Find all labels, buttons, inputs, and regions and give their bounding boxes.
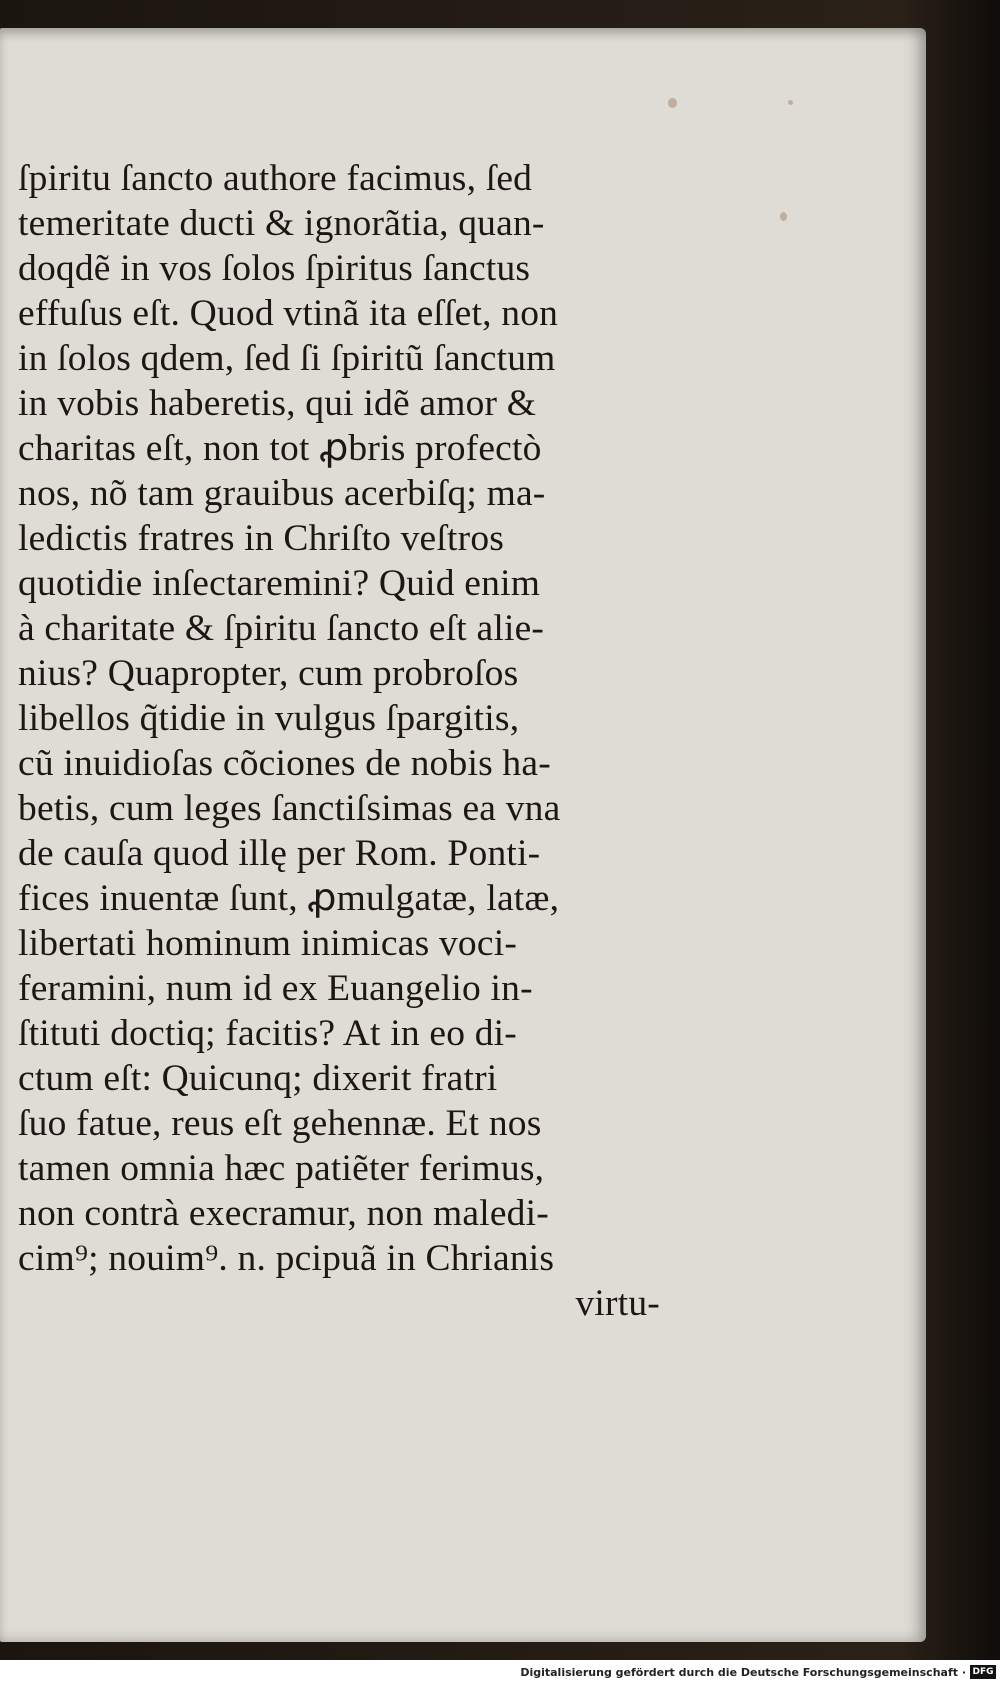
text-line: nius? Quapropter, cum probroſos	[18, 653, 519, 694]
text-line: betis, cum leges ſanctiſsimas ea vna	[18, 788, 561, 829]
text-line: charitas eſt, non tot ꝓbris profectò	[18, 428, 542, 469]
page-text	[18, 156, 668, 1326]
text-line: ſtituti doctiq; facitis? At in eo di-	[18, 1013, 517, 1054]
text-line: à charitate & ſpiritu ſancto eſt alie-	[18, 608, 545, 649]
text-line: libellos q̃tidie in vulgus ſpargitis,	[18, 698, 520, 739]
digitization-credit: Digitalisierung gefördert durch die Deutsche Forschungsgemeinschaft ·	[520, 1666, 966, 1679]
book-page	[0, 28, 926, 1642]
text-line: ledictis fratres in Chriſto veſtros	[18, 518, 505, 559]
text-line: ſpiritu ſancto authore facimus, ſed	[18, 158, 533, 199]
paper-stain	[788, 100, 793, 105]
text-line: effuſus eſt. Quod vtinã ita eſſet, non	[18, 293, 559, 334]
footer-bar	[0, 1660, 1000, 1687]
text-line: doqdẽ in vos ſolos ſpiritus ſanctus	[18, 248, 531, 289]
text-line: ctum eſt: Quicunq; dixerit fratri	[18, 1058, 498, 1099]
dfg-logo: DFG	[970, 1665, 996, 1679]
text-line: fices inuentæ ſunt, ꝓmulgatæ, latæ,	[18, 878, 560, 919]
text-line: de cauſa quod illę per Rom. Ponti-	[18, 833, 541, 874]
catchword: virtu-	[575, 1283, 660, 1324]
text-line: libertati hominum inimicas voci-	[18, 923, 518, 964]
text-line: cũ inuidioſas cõciones de nobis ha-	[18, 743, 551, 784]
text-line: cim⁹; nouim⁹. n. pcipuã in Chrianis	[18, 1238, 555, 1279]
text-line: temeritate ducti & ignorãtia, quan-	[18, 203, 545, 244]
paper-stain	[780, 212, 787, 221]
text-line: feramini, num id ex Euangelio in-	[18, 968, 533, 1009]
text-line: tamen omnia hæc patiẽter ferimus,	[18, 1148, 545, 1189]
text-line: non contrà execramur, non maledi-	[18, 1193, 549, 1234]
text-line: ſuo fatue, reus eſt gehennæ. Et nos	[18, 1103, 542, 1144]
text-line: in ſolos qdem, ſed ſi ſpiritũ ſanctum	[18, 338, 556, 379]
text-line: in vobis haberetis, qui idẽ amor &	[18, 383, 537, 424]
text-line: nos, nõ tam grauibus acerbiſq; ma-	[18, 473, 546, 514]
paper-stain	[668, 98, 677, 108]
text-line: quotidie inſectaremini? Quid enim	[18, 563, 541, 604]
